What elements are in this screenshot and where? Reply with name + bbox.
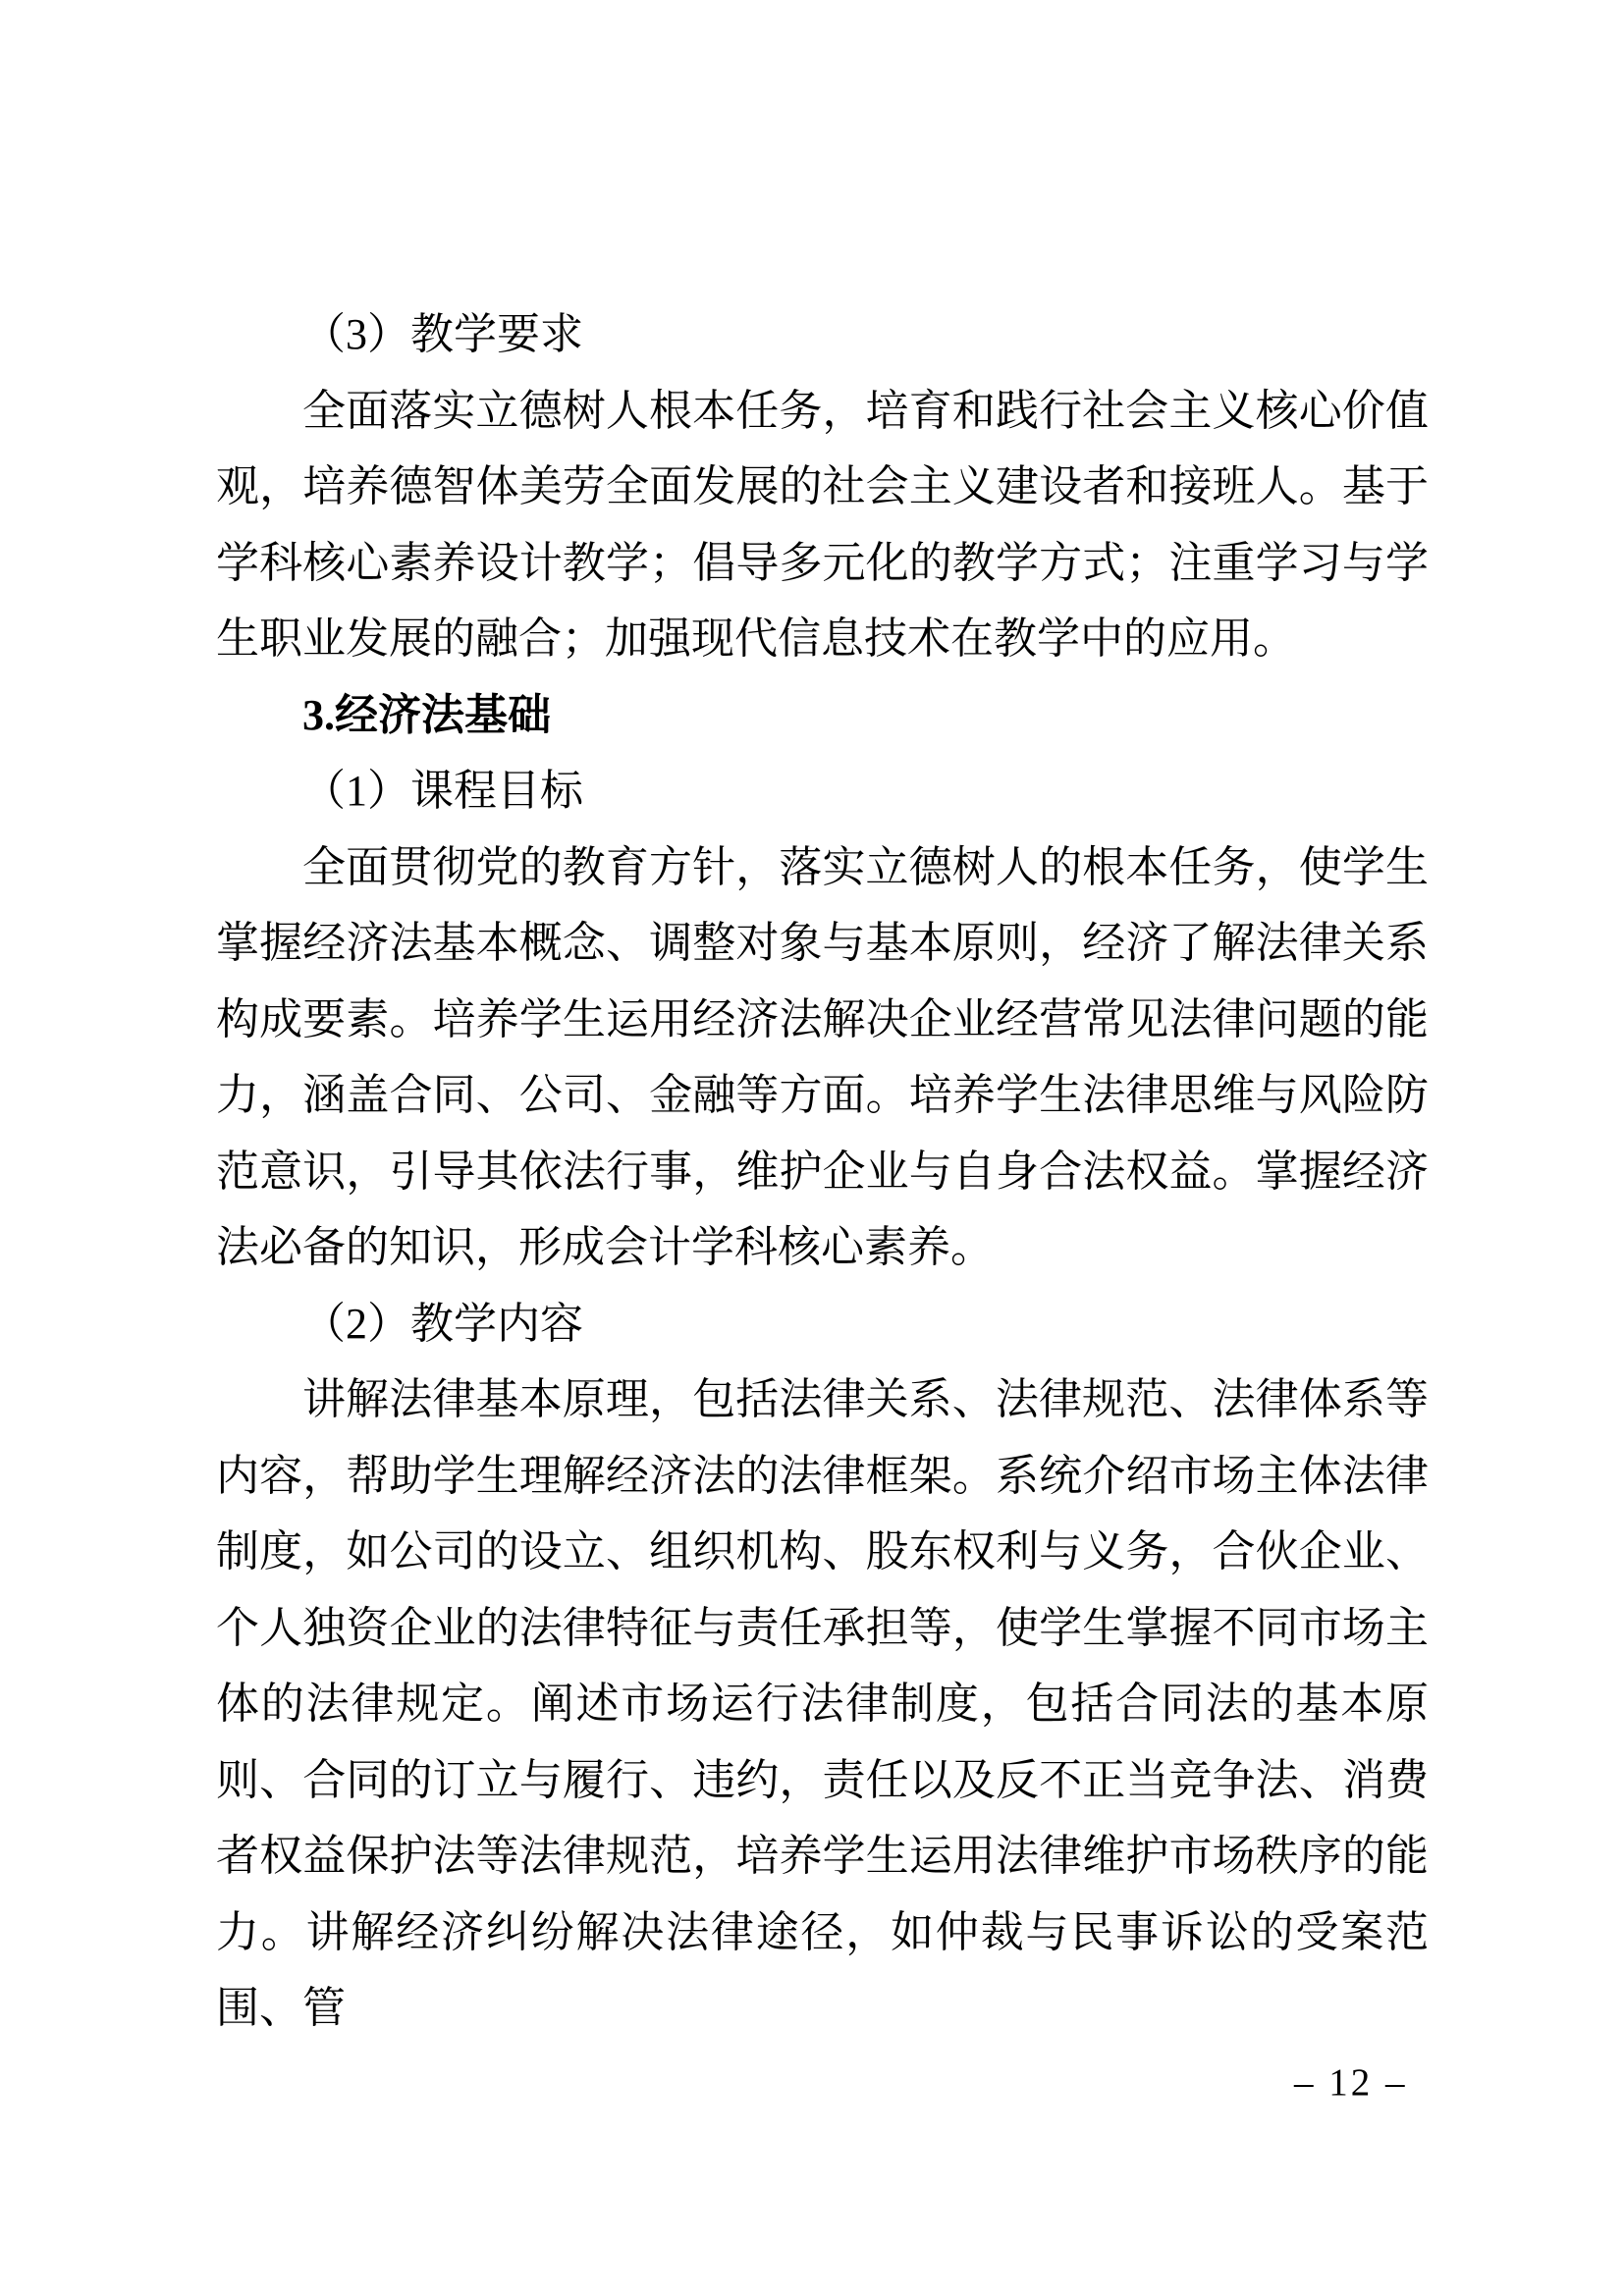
- paragraph-teaching-requirements: 全面落实立德树人根本任务，培育和践行社会主义核心价值观，培养德智体美劳全面发展的社会主义建设者和接班人。基于学科核心素养设计教学；倡导多元化的教学方式；注重学习与学生职业发展的融合；加强现代信息技术在教学中的应用。: [216, 386, 1429, 663]
- paragraph-teaching-content: 讲解法律基本原理，包括法律关系、法律规范、法律体系等内容，帮助学生理解经济法的法律框架。系统介绍市场主体法律制度，如公司的设立、组织机构、股东权利与义务，合伙企业、个人独资企业的法律特征与责任承担等，使学生掌握不同市场主体的法律规定。阐述市场运行法律制度，包括合同法的基本原则、合同的订立与履行、违约，责任以及反不正当竞争法、消费者权益保护法等法律规范，培养学生运用法律维护市场秩序的能力。讲解经济纠纷解决法律途径，如仲裁与民事诉讼的受案范围、管: [216, 1375, 1429, 2032]
- section-heading-economic-law-basics: 3.经济法基础: [302, 690, 551, 739]
- subsection-label-teaching-requirements: （3）教学要求: [302, 310, 583, 358]
- subsection-label-course-objectives: （1）课程目标: [302, 767, 583, 815]
- paragraph-course-objectives: 全面贯彻党的教育方针，落实立德树人的根本任务，使学生掌握经济法基本概念、调整对象与基本原则，经济了解法律关系构成要素。培养学生运用经济法解决企业经营常见法律问题的能力，涵盖合同、公司、金融等方面。培养学生法律思维与风险防范意识，引导其依法行事，维护企业与自身合法权益。掌握经济法必备的知识，形成会计学科核心素养。: [216, 842, 1429, 1271]
- subsection-label-teaching-content: （2）教学内容: [302, 1299, 583, 1348]
- page-number: – 12 –: [1294, 2061, 1408, 2104]
- document-body: [216, 296, 1429, 2047]
